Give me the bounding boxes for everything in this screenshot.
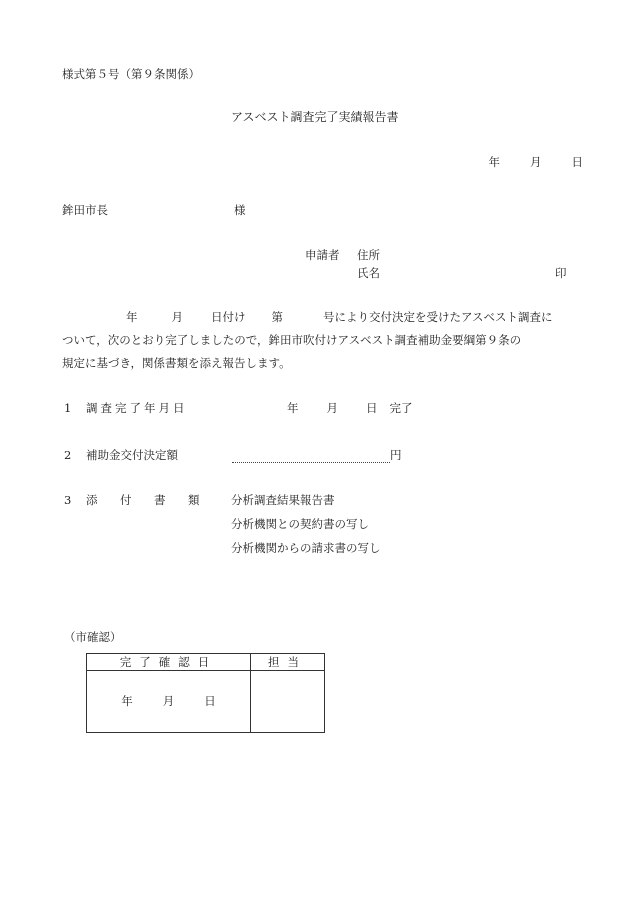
amount-field-line: [232, 462, 390, 463]
confirm-date-cell[interactable]: [87, 671, 251, 733]
recipient-honorific: 様: [234, 203, 246, 217]
item-3-label-char: 添: [86, 493, 98, 507]
city-confirmation-table: [86, 653, 325, 733]
applicant-label: 申請者: [305, 248, 340, 262]
completion-year-label: 年: [287, 401, 299, 415]
recipient: [62, 205, 246, 217]
applicant-name-label: 氏名: [357, 266, 380, 280]
item-3-label: [86, 495, 200, 507]
completion-date: [287, 403, 413, 415]
item-3-label-char: 付: [120, 493, 132, 507]
item-3-number: 3: [64, 493, 72, 507]
confirm-month-label: 月: [162, 694, 175, 708]
body-line-1: [62, 306, 588, 329]
document-title: アスベスト調査完了実績報告書: [231, 110, 399, 124]
city-check-label: （市確認）: [64, 630, 122, 644]
item-2-number: 2: [64, 448, 72, 462]
attachment-item: 分析機関との契約書の写し: [231, 517, 369, 531]
body-line-1-rest: 号により交付決定を受けたアスベスト調査に: [323, 310, 553, 324]
person-in-charge-header: 担当: [251, 654, 325, 671]
person-in-charge-cell[interactable]: [251, 671, 325, 733]
completion-confirm-date-header: 完了確認日: [87, 654, 251, 671]
form-number: 様式第５号（第９条関係）: [62, 67, 200, 81]
item-1-number: 1: [64, 401, 72, 415]
attachment-item: 分析機関からの請求書の写し: [231, 541, 381, 555]
date-day-label: 日: [571, 155, 583, 169]
body-month: 月: [171, 310, 183, 324]
amount-unit: 円: [390, 448, 402, 462]
seal-label: 印: [555, 266, 567, 280]
date-month-label: 月: [530, 155, 542, 169]
applicant-address-label: 住所: [357, 248, 380, 262]
completion-month-label: 月: [326, 401, 338, 415]
report-date: [489, 157, 584, 169]
body-year: 年: [126, 310, 138, 324]
completion-day-label: 日: [366, 401, 378, 415]
confirmation-body-row: [87, 671, 325, 733]
completion-suffix: 完了: [389, 401, 413, 415]
body-dated: 日付け: [211, 310, 246, 324]
item-2-label: 補助金交付決定額: [86, 448, 178, 462]
body-line-2: ついて，次のとおり完了しましたので，鉾田市吹付けアスベスト調査補助金要綱第９条の: [62, 333, 522, 347]
item-3-label-char: 類: [188, 493, 200, 507]
attachment-item: 分析調査結果報告書: [231, 493, 335, 507]
confirm-date: [87, 693, 250, 709]
date-year-label: 年: [488, 155, 500, 169]
body-number-prefix: 第: [271, 310, 283, 324]
report-body: [62, 306, 588, 375]
confirm-day-label: 日: [204, 694, 216, 708]
body-line-3: 規定に基づき，関係書類を添え報告します。: [62, 356, 291, 370]
item-1-label: 調査完了年月日: [86, 401, 188, 415]
confirmation-header-row: [87, 654, 325, 671]
item-3-label-char: 書: [154, 493, 166, 507]
recipient-name: 鉾田市長: [62, 203, 108, 217]
confirm-year-label: 年: [121, 694, 133, 708]
